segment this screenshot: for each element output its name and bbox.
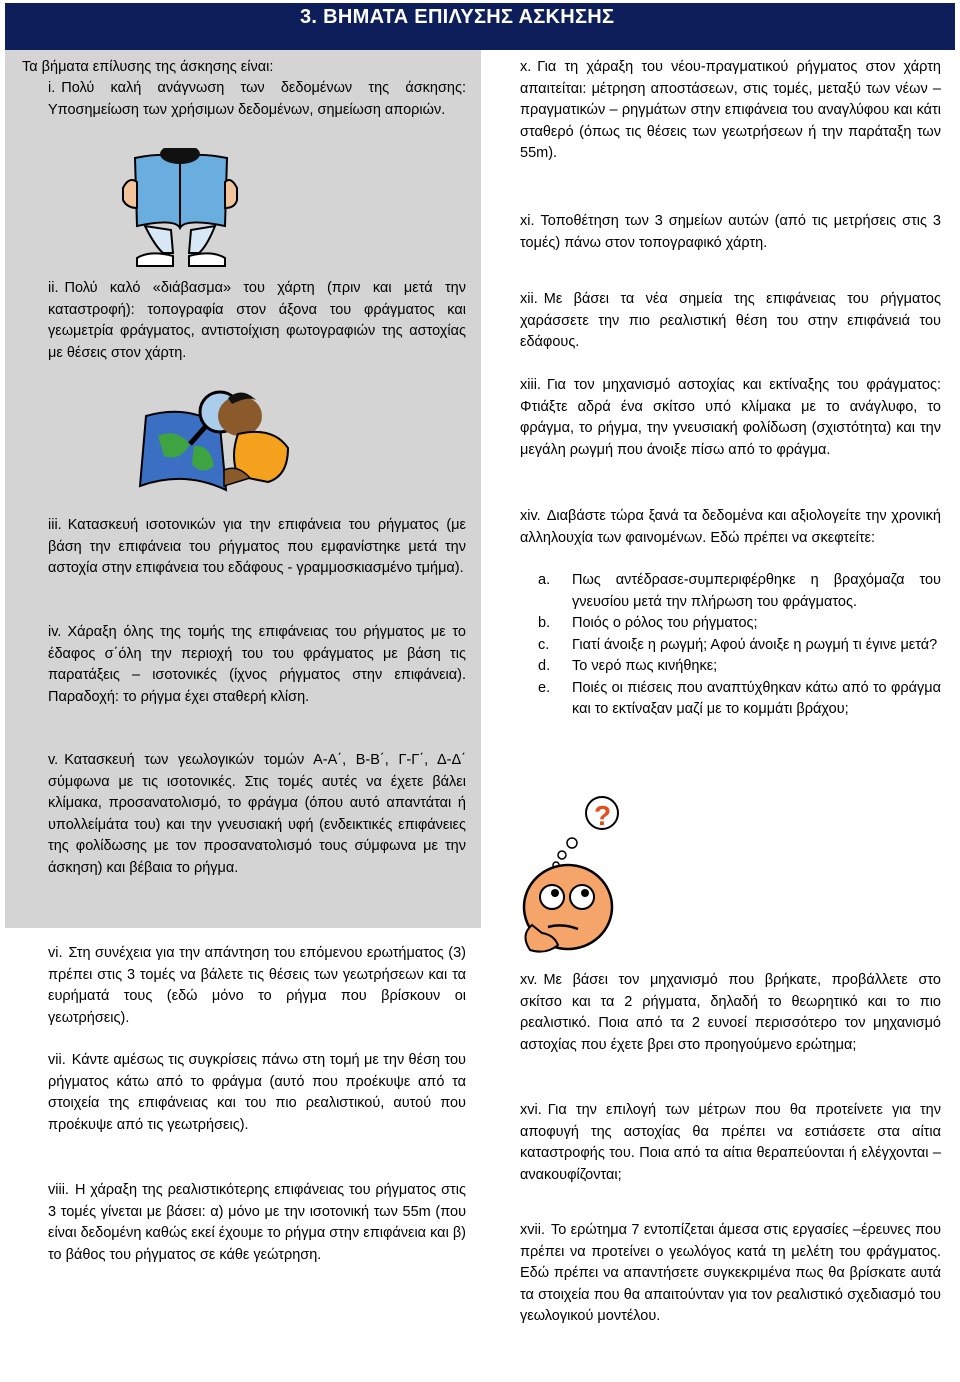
- sub-question-e: e. Ποιές οι πιέσεις που αναπτύχθηκαν κάτω από το φράγμα και το εκτίναξαν μαζί με το κομμάτι βράχου;: [538, 679, 941, 717]
- step-xii: xii. Με βάσει τα νέα σημεία της επιφάνειας του ρήγματος χαράσσετε την πιο ρεαλιστική θέση του στην επιφάνειά του εδάφους.: [520, 291, 941, 350]
- step-iii: iii. Κατασκευή ισοτονικών για την επιφάνεια του ρήγματος (με βάση την επιφάνεια του ρήγματος που εμφανίστηκε μετά την αστοχία στην επιφάνεια του εδάφους - γραμμοσκιασμένο τμήμα).: [48, 517, 466, 576]
- step-xi: xi. Τοποθέτηση των 3 σημείων αυτών (από τις μετρήσεις στις 3 τομές) πάνω στον τοπογραφικό χάρτη.: [520, 213, 941, 251]
- step-v: v. Κατασκευή των γεωλογικών τομών Α-Α΄, Β-Β΄, Γ-Γ΄, Δ-Δ΄ σύμφωνα με τις ισοτονικές. Στις τομές αυτές να έχετε βάλει κλίμακα, προσανατολισμό, το φράγμα (όπου αυτό απαντάται ή υπολλείμάτα του) και την γνευσιακή υφή (ενδεικτικές επιφάνειες της φολίδωσης με τον προσανατολισμό τους σύμφωνα με την άσκηση) και βέβαια το ρήγμα.: [48, 752, 466, 876]
- step-vii: vii. Κάντε αμέσως τις συγκρίσεις πάνω στη τομή με την θέση του ρήγματος κάτω από το φράγμα (αυτό που προέκυψε από τα στοιχεία της επιφάνειας και του πιο ρεαλιστικού, αυτού που προέκυψε από τις γεωτρήσεις).: [48, 1052, 466, 1133]
- sub-question-c: c. Γιατί άνοιξε η ρωγμή; Αφού άνοιξε η ρωγμή τι έγινε μετά?: [538, 636, 938, 653]
- step-x: x. Για τη χάραξη του νέου-πραγματικού ρήγματος στον χάρτη απαιτείται: μέτρηση αποστάσεων, στις τομές, μεταξύ των νέων – πραγματικών – ρηγμάτων στην επιφάνεια του αναγλύφου και κάτι σταθερό (όπως τις θέσεις των γεωτρήσεων ή την παράταξη των 55m).: [520, 59, 941, 161]
- step-xvii: xvii. Το ερώτημα 7 εντοπίζεται άμεσα στις εργασίες –έρευνες που πρέπει να προτείνει ο γεωλόγος κατά τη μελέτη του φράγματος. Εδώ πρέπει να απαντήσετε συγκεκριμένα πως θα βρίσκατε αυτά τα στοιχεία που θα απαιτούνταν για τον ρεαλιστικό σχεδιασμό του γεωλογικού μοντέλου.: [520, 1222, 941, 1324]
- header-title: 3. ΒΗΜΑΤΑ ΕΠΙΛΥΣΗΣ ΑΣΚΗΣΗΣ: [300, 6, 615, 28]
- step-vi: vi. Στη συνέχεια για την απάντηση του επόμενου ερωτήματος (3) πρέπει στις 3 τομές να βάλετε τις θέσεις των γεωτρήσεων και τα ευρήματά τους (εδώ μόνο το ρήγμα που βρίσκουν οι γεωτρήσεις).: [48, 945, 466, 1026]
- sub-question-a: a. Πως αντέδρασε-συμπεριφέρθηκε η βραχόμαζα του γνευσίου μετά την πλήρωση του φράγματος.: [538, 572, 941, 610]
- reading-person-icon: [115, 148, 245, 273]
- step-xiii: xiii. Για τον μηχανισμό αστοχίας και εκτίναξης του φράγματος: Φτιάξτε αδρά ένα σκίτσο υπό κλίμακα με το ανάγλυφο, το φράγμα, το ρήγμα, την γνευσιακή φολίδωση (σχιστότητα) και την μεγάλη ρωγμή που άνοιξε πίσω από το φράγμα.: [520, 377, 941, 458]
- question-mark: ?: [594, 800, 612, 831]
- step-xvi: xvi. Για την επιλογή των μέτρων που θα προτείνετε για την αποφυγή της αστοχίας θα πρέπει να εστιάσετε στα αίτια καταστροφής του. Ποια από τα αίτια θεραπεύονται ή ελέγχονται – ανακουφίζονται;: [520, 1102, 941, 1183]
- sub-question-b: b. Ποιός ο ρόλος του ρήγματος;: [538, 615, 758, 631]
- thinking-face-icon: [512, 795, 652, 960]
- sub-question-list: [520, 570, 941, 721]
- sub-question-d: d. Το νερό πως κινήθηκε;: [538, 658, 718, 674]
- step-ii: ii. Πολύ καλό «διάβασμα» του χάρτη (πριν και μετά την καταστροφή): τοπογραφία στον άξονα του φράγματος και γεωμετρία φράγματος, αντιστοίχιση φωτογραφιών της αστοχίας με θέσεις στον χάρτη.: [48, 280, 466, 361]
- step-xv: xv. Με βάσει τον μηχανισμό που βρήκατε, προβάλλετε στο σκίτσο και τα 2 ρήγματα, δηλαδή το θεωρητικό και το πιο ρεαλιστικό. Ποια από τα 2 ευνοεί περισσότερο τον μηχανισμό αστοχίας που έχετε βρει στο προηγούμενο ερώτημα;: [520, 972, 941, 1053]
- magnifier-map-icon: [128, 386, 298, 500]
- step-i: i. Πολύ καλή ανάγνωση των δεδομένων της άσκησης: Υποσημείωση των χρήσιμων δεδομένων, σημείωση αποριών.: [48, 80, 466, 118]
- step-viii: viii. Η χάραξη της ρεαλιστικότερης επιφάνειας του ρήγματος στις 3 τομές γίνεται με βάσει: α) μόνο με την ισοτονική των 55m (που είναι δεδομένη καθώς εκεί έχουμε το ρήγμα στην επιφάνεια και β) το βάθος του ρήγματος σε κάθε γεώτρηση.: [48, 1182, 466, 1263]
- intro-text: Τα βήματα επίλυσης της άσκησης είναι:: [22, 59, 274, 75]
- step-iv: iv. Χάραξη όλης της τομής της επιφάνειας του ρήγματος με το έδαφος σ΄όλη την περιοχή του του φράγματος με βάση τις παρατάξεις – ισοτονικές (ίχνος ρήγματος στην επιφάνεια). Παραδοχή: το ρήγμα έχει σταθερή κλίση.: [48, 624, 466, 705]
- step-xiv: xiv. Διαβάστε τώρα ξανά τα δεδομένα και αξιολογείτε την χρονική αλληλουχία των φαινομένων. Εδώ πρέπει να σκεφτείτε:: [520, 508, 941, 546]
